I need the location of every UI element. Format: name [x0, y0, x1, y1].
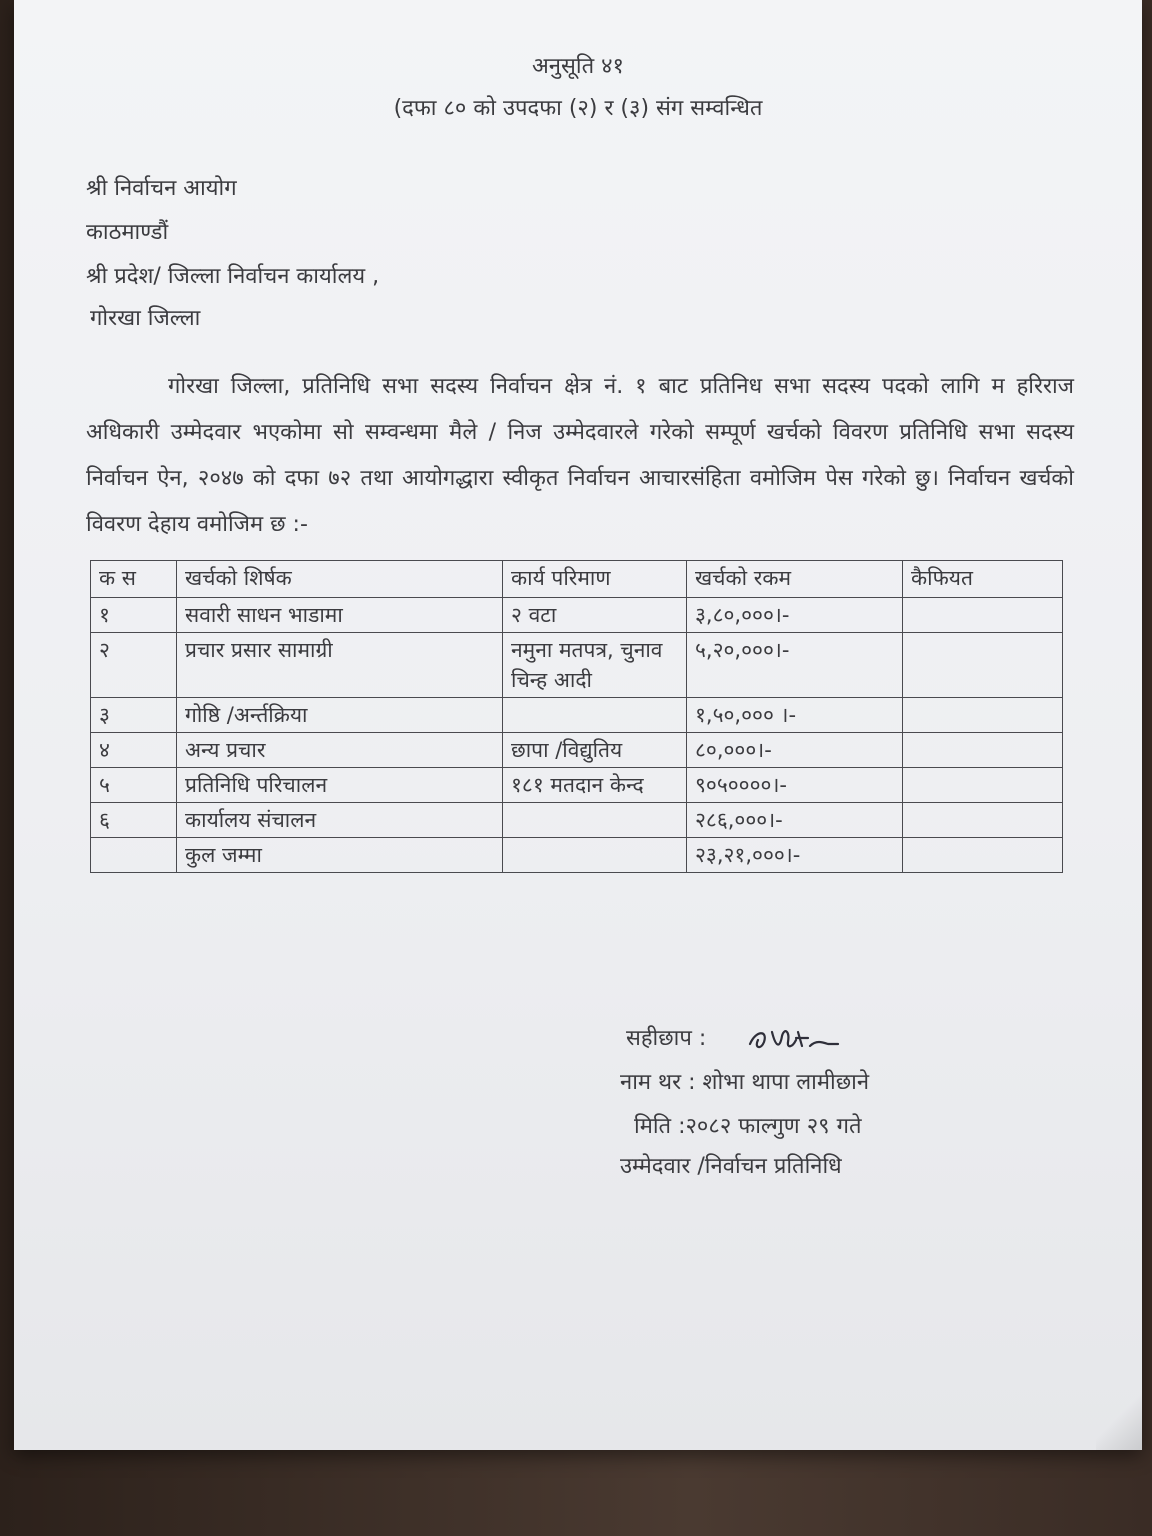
cell-amount: ३,८०,०००।-: [687, 598, 903, 633]
table-row: [91, 803, 1063, 838]
signatory-name: नाम थर : शोभा थापा लामीछाने: [620, 1070, 870, 1095]
header-remarks: कैफियत: [903, 561, 1063, 598]
document-subtitle: (दफा ८० को उपदफा (२) र (३) संग सम्वन्धित: [393, 96, 763, 121]
cell-serial: ५: [91, 768, 177, 803]
header-quantity: कार्य परिमाण: [503, 561, 687, 598]
signature-label: सहीछाप :: [626, 1026, 707, 1051]
document-page: [14, 0, 1142, 1450]
address-line-1: श्री निर्वाचन आयोग: [86, 176, 237, 201]
cell-serial: ३: [91, 698, 177, 733]
address-line-2: काठमाण्डौं: [86, 220, 169, 245]
cell-title: कुल जम्मा: [177, 838, 503, 873]
cell-amount: २३,२१,०००।-: [687, 838, 903, 873]
document-title: अनुसूति ४१: [531, 54, 624, 79]
cell-quantity: छापा /विद्युतिय: [503, 733, 687, 768]
table-row: [91, 598, 1063, 633]
table-row: [91, 698, 1063, 733]
cell-title: गोष्ठि /अर्न्तक्रिया: [177, 698, 503, 733]
cell-remarks: [903, 838, 1063, 873]
table-row: [91, 768, 1063, 803]
cell-amount: १,५०,००० ।-: [687, 698, 903, 733]
cell-remarks: [903, 598, 1063, 633]
cell-serial: ४: [91, 733, 177, 768]
table-row: [91, 633, 1063, 698]
cell-quantity: नमुना मतपत्र, चुनाव चिन्ह आदी: [503, 633, 687, 698]
cell-title: प्रतिनिधि परिचालन: [177, 768, 503, 803]
signature-date: मिति :२०८२ फाल्गुण २९ गते: [634, 1114, 862, 1139]
header-serial: क स: [91, 561, 177, 598]
cell-amount: ९०५००००।-: [687, 768, 903, 803]
cell-title: कार्यालय संचालन: [177, 803, 503, 838]
cell-amount: ५,२०,०००।-: [687, 633, 903, 698]
address-line-3: श्री प्रदेश/ जिल्ला निर्वाचन कार्यालय ,: [86, 264, 380, 289]
cell-amount: २८६,०००।-: [687, 803, 903, 838]
cell-amount: ८०,०००।-: [687, 733, 903, 768]
cell-quantity: १८१ मतदान केन्द: [503, 768, 687, 803]
body-paragraph: गोरखा जिल्ला, प्रतिनिधि सभा सदस्य निर्वाचन क्षेत्र नं. १ बाट प्रतिनिध सभा सदस्य पदको लागि म हरिराज अधिकारी उम्मेदवार भएकोमा सो सम्वन्धमा मैले / निज उम्मेदवारले गरेको सम्पूर्ण खर्चको विवरण प्रतिनिधि सभा सदस्य निर्वाचन ऐन, २०४७ को दफा ७२ तथा आयोगद्धारा स्वीकृत निर्वाचन आचारसंहिता वमोजिम पेस गरेको छु। निर्वाचन खर्चको विवरण देहाय वमोजिम छ :-: [86, 374, 1074, 537]
cell-title: अन्य प्रचार: [177, 733, 503, 768]
cell-remarks: [903, 633, 1063, 698]
cell-remarks: [903, 768, 1063, 803]
cell-title: सवारी साधन भाडामा: [177, 598, 503, 633]
cell-quantity: [503, 803, 687, 838]
expense-table: [90, 560, 1063, 873]
cell-remarks: [903, 733, 1063, 768]
page-corner-shadow: [1096, 1380, 1142, 1450]
table-row: [91, 733, 1063, 768]
address-line-4: गोरखा जिल्ला: [90, 306, 201, 331]
table-total-row: [91, 838, 1063, 873]
cell-serial: २: [91, 633, 177, 698]
cell-quantity: [503, 698, 687, 733]
cell-quantity: २ वटा: [503, 598, 687, 633]
cell-serial: [91, 838, 177, 873]
table-header-row: [91, 561, 1063, 598]
cell-title: प्रचार प्रसार सामाग्री: [177, 633, 503, 698]
header-amount: खर्चको रकम: [687, 561, 903, 598]
cell-quantity: [503, 838, 687, 873]
signatory-role: उम्मेदवार /निर्वाचन प्रतिनिधि: [620, 1154, 842, 1179]
cell-remarks: [903, 803, 1063, 838]
header-expense-title: खर्चको शिर्षक: [177, 561, 503, 598]
cell-serial: १: [91, 598, 177, 633]
cell-serial: ६: [91, 803, 177, 838]
handwritten-signature: [746, 1018, 842, 1058]
cell-remarks: [903, 698, 1063, 733]
